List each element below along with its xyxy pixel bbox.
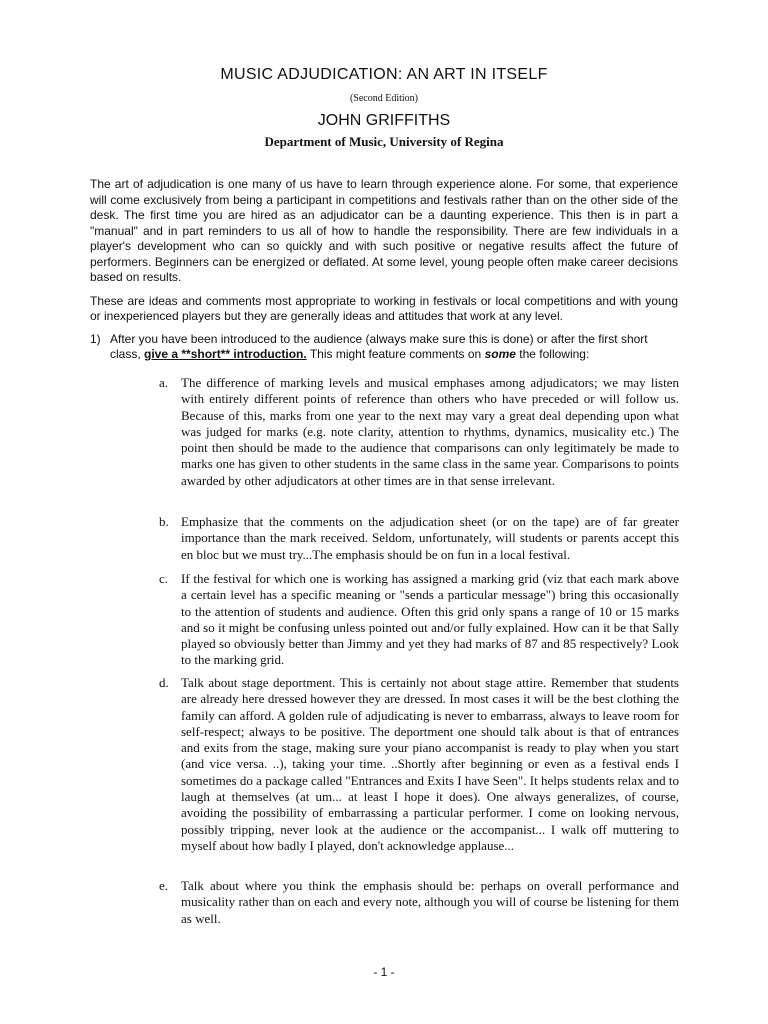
item-number: 1) <box>90 331 101 346</box>
item-text-middle: This might feature comments on <box>306 347 485 361</box>
item-italic-word: some <box>484 347 516 361</box>
intro-paragraph-1: The art of adjudication is one many of us have to learn through experience alone. For some, that experience will come exclusively from being a participant in competitions and festivals rather than on the other side of the desk. The first time you are hired as an adjudicator can be a daunting experience. This then is in part a "manual" and in part reminders to us all of how to handle the responsibility. There are few individuals in a player's development who can so quickly and with such positive or negative results affect the future of performers. Beginners can be energized or deflated. At some level, young people often make career decisions based on results. <box>90 177 678 284</box>
sub-item-text: Emphasize that the comments on the adjudication sheet (or on the tape) are of far greater importance than the mark received. Seldom, unfortunately, will students or parents accept this en bloc but we must try...The emphasis should be on fun in a local festival. <box>181 514 679 562</box>
sub-item-letter: b. <box>159 514 169 529</box>
document-title: MUSIC ADJUDICATION: AN ART IN ITSELF <box>220 66 548 83</box>
sub-item-e <box>159 878 679 927</box>
sub-item-b <box>159 514 679 563</box>
intro-paragraph-2: These are ideas and comments most appropriate to working in festivals or local competitions and with young or inexperienced players but they are generally ideas and attitudes that work at any level. <box>90 293 678 323</box>
item-emphasis: give a **short** introduction. <box>144 347 307 361</box>
edition-label: (Second Edition) <box>349 93 419 104</box>
sub-item-c <box>159 571 679 669</box>
sub-item-text: Talk about stage deportment. This is certainly not about stage attire. Remember that students are already here dressed however they are dressed. In most cases it will be the best clothing the family can afford. A golden rule of adjudicating is never to embarrass, always to leave room for self-respect; always to be positive. The deportment one should talk about is that of entrances and exits from the stage, making sure your piano accompanist is ready to play when you start (and vice versa. ..), taking your time. ..Shortly after beginning or even as a festival ends I sometimes do a package called "Entrances and Exits I have Seen". It helps students relax and to laugh at themselves (at um... at least I hope it does). One always generalizes, of course, avoiding the possibility of embarrassing a particular performer. I come on looking nervous, possibly tripping, never look at the audience or the accompanist... I walk off muttering to myself about how badly I played, don't acknowledge applause... <box>181 675 679 853</box>
author-name: JOHN GRIFFITHS <box>317 112 451 129</box>
sub-item-letter: c. <box>159 571 169 586</box>
sub-item-text: If the festival for which one is working has assigned a marking grid (viz that each mark above a certain level has a specific meaning or "sends a particular message") bring this occasionally to the attention of students and audience. Often this grid only spans a range of 10 or 15 marks and so it might be confusing unless pointed out and/or fully explained. How can it be that Sally played so obviously better than Jimmy and yet they had marks of 87 and 85 respectively? Look to the marking grid. <box>181 571 679 668</box>
sub-item-d <box>159 675 679 854</box>
department-affiliation: Department of Music, University of Regina <box>264 134 504 149</box>
sub-item-letter: a. <box>159 375 169 390</box>
numbered-item-1 <box>90 332 678 363</box>
sub-item-a <box>159 375 679 489</box>
page-number: - 1 - <box>373 965 395 979</box>
sub-item-letter: d. <box>159 675 169 690</box>
item-text <box>110 332 678 363</box>
item-text-before: After you have been introduced to the audience (always make sure this is done) or after the first short class, <box>110 331 648 361</box>
sub-item-text: The difference of marking levels and musical emphases among adjudicators; we may listen with entirely different points of reference than others who have preceded or will follow us. Because of this, marks from one year to the next may vary a great deal depending upon what was judged for marks (e.g. note clarity, attention to rhythms, dynamics, musicality etc.) The point then should be made to the audience that comparisons can only legitimately be made to marks one has given to other students in the same class in the same year. Comparisons to points awarded by other adjudicators at other times are in that sense irrelevant. <box>181 375 679 488</box>
document-body <box>90 177 678 363</box>
item-text-after: the following: <box>515 347 590 361</box>
sub-item-text: Talk about where you think the emphasis should be: perhaps on overall performance and musicality rather than on each and every note, although you will of course be listening for them as well. <box>181 878 679 926</box>
sub-item-letter: e. <box>159 878 169 893</box>
